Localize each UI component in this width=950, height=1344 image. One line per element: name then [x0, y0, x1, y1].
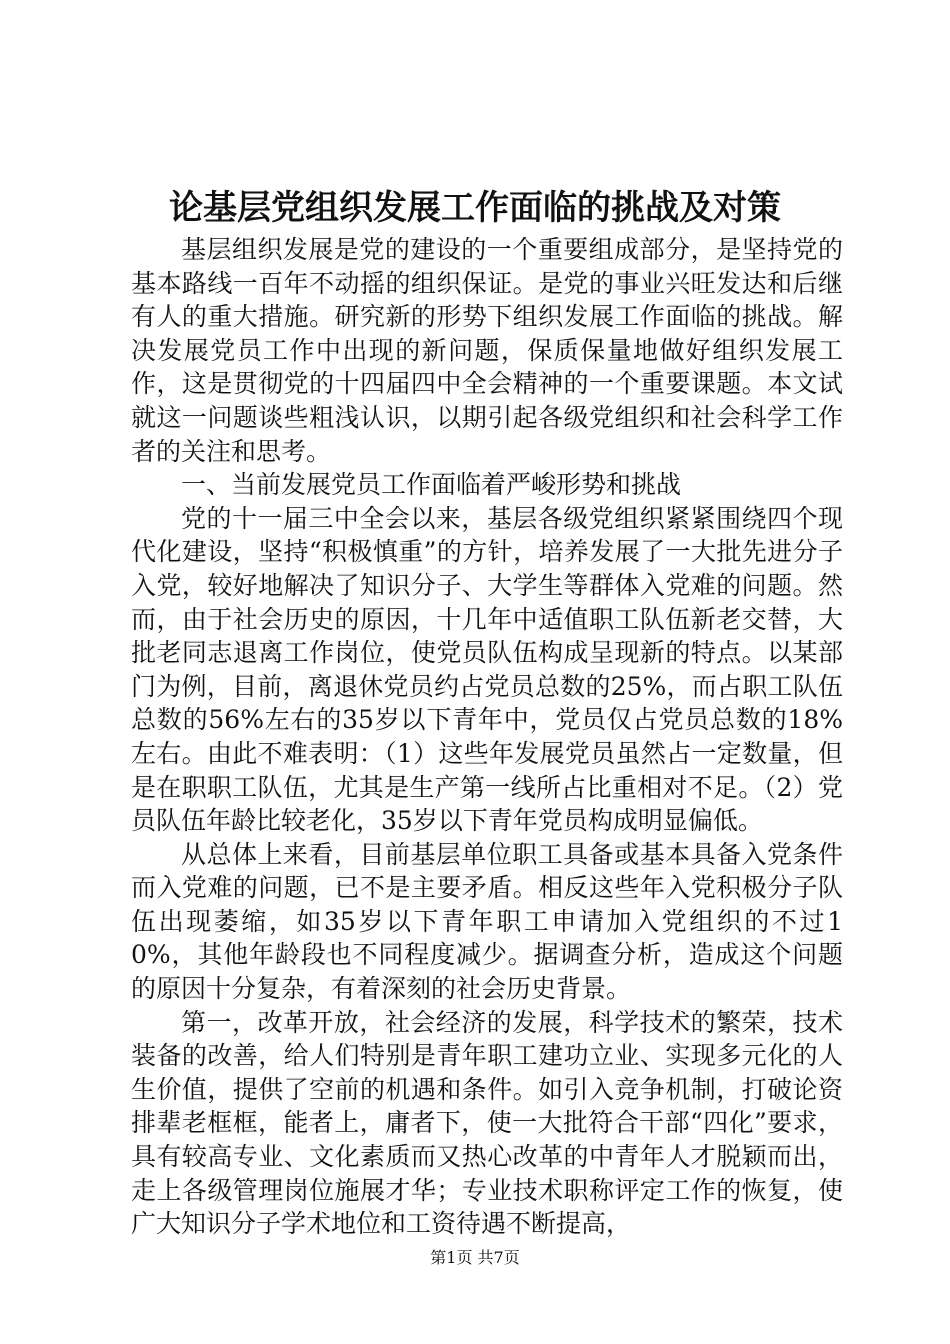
paragraph: 从总体上来看，目前基层单位职工具备或基本具备入党条件而入党难的问题，已不是主要矛盾。相反这些年入党积极分子队伍出现萎缩，如35岁以下青年职工申请加入党组织的不过10%，其他年龄段也不同程度减少。据调查分析，造成这个问题的原因十分复杂，有着深刻的社会历史背景。	[131, 839, 843, 1004]
paragraph: 第一，改革开放，社会经济的发展，科学技术的繁荣，技术装备的改善，给人们特别是青年职工建功立业、实现多元化的人生价值，提供了空前的机遇和条件。如引入竞争机制，打破论资排辈老框框，能者上，庸者下，使一大批符合干部“四化”要求，具有较高专业、文化素质而又热心改革的中青年人才脱颖而出，走上各级管理岗位施展才华；专业技术职称评定工作的恢复，使广大知识分子学术地位和工资待遇不断提高，	[131, 1007, 843, 1239]
document-title: 论基层党组织发展工作面临的挑战及对策	[169, 188, 781, 228]
paragraph-intro: 基层组织发展是党的建设的一个重要组成部分，是坚持党的基本路线一百年不动摇的组织保证。是党的事业兴旺发达和后继有人的重大措施。研究新的形势下组织发展工作面临的挑战。解决发展党员工作中出现的新问题，保质保量地做好组织发展工作，这是贯彻党的十四届四中全会精神的一个重要课题。本文试就这一问题谈些粗浅认识，以期引起各级党组织和社会科学工作者的关注和思考。	[131, 235, 843, 466]
page-number: 第1页 共7页	[430, 1248, 520, 1267]
document-body	[131, 233, 843, 1241]
paragraph: 党的十一届三中全会以来，基层各级党组织紧紧围绕四个现代化建设，坚持“积极慎重”的方针，培养发展了一大批先进分子入党，较好地解决了知识分子、大学生等群体入党难的问题。然而，由于社会历史的原因，十几年中适值职工队伍新老交替，大批老同志退离工作岗位，使党员队伍构成呈现新的特点。以某部门为例，目前，离退休党员约占党员总数的25%，而占职工队伍总数的56%左右的35岁以下青年中，党员仅占党员总数的18%左右。由此不难表明：（1）这些年发展党员虽然占一定数量，但是在职职工队伍，尤其是生产第一线所占比重相对不足。（2）党员队伍年龄比较老化，35岁以下青年党员构成明显偏低。	[131, 503, 843, 836]
section-heading: 一、当前发展党员工作面临着严峻形势和挑战	[181, 470, 682, 500]
